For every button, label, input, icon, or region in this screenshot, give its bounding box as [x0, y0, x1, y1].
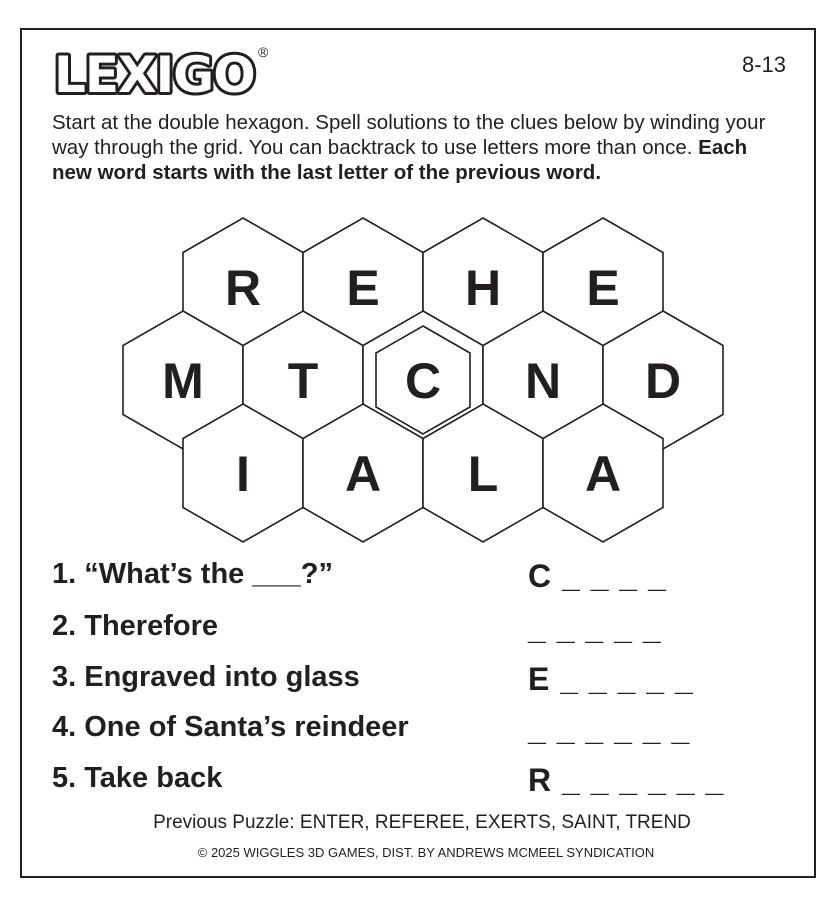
clue-2: 2. Therefore — [52, 610, 218, 642]
hex-letter-r3-c1: I — [236, 446, 250, 502]
clue-3: 3. Engraved into glass — [52, 661, 360, 693]
hex-letter-r2-c3: C — [404, 353, 442, 409]
answer-5[interactable]: R _ _ _ _ _ _ — [528, 762, 725, 798]
answer-1[interactable]: C _ _ _ _ — [528, 558, 667, 594]
hex-letter-r1-c2: E — [346, 260, 380, 316]
answer-3[interactable]: E _ _ _ _ _ — [528, 661, 694, 697]
previous-solution: Previous Puzzle: ENTER, REFEREE, EXERTS, SAINT, TREND — [153, 812, 691, 833]
instructions-bold: Each new word starts with the last letter of the previous word. — [52, 136, 748, 184]
clue-5: 5. Take back — [52, 762, 223, 794]
hex-letter-r2-c4: N — [524, 353, 562, 409]
puzzle-id: 8-13 — [742, 52, 787, 77]
clue-1: 1. “What’s the ___?” — [52, 558, 333, 590]
clue-4: 4. One of Santa’s reindeer — [52, 711, 409, 743]
hex-letter-r1-c3: H — [464, 260, 502, 316]
hex-letter-r3-c2: A — [344, 446, 382, 502]
instructions-text: Start at the double hexagon. Spell solutions to the clues below by winding your way through the grid. You can backtrack to use letters more than once. — [52, 111, 766, 159]
answer-2[interactable]: _ _ _ _ _ — [528, 610, 662, 646]
hex-letter-r3-c3: L — [467, 446, 499, 502]
logo-text: LEXIGO — [54, 46, 255, 102]
hex-letter-r1-c4: E — [586, 260, 620, 316]
hex-letter-r1-c1: R — [224, 260, 262, 316]
hex-letter-r3-c4: A — [584, 446, 622, 502]
registered-mark: ® — [258, 44, 269, 60]
hex-letter-r2-c5: D — [644, 353, 682, 409]
answer-4[interactable]: _ _ _ _ _ _ — [528, 711, 691, 747]
copyright: © 2025 WIGGLES 3D GAMES, DIST. BY ANDREWS MCMEEL SYNDICATION — [197, 845, 655, 860]
hex-letter-r2-c1: M — [162, 353, 204, 409]
hex-letter-r2-c2: T — [287, 353, 319, 409]
